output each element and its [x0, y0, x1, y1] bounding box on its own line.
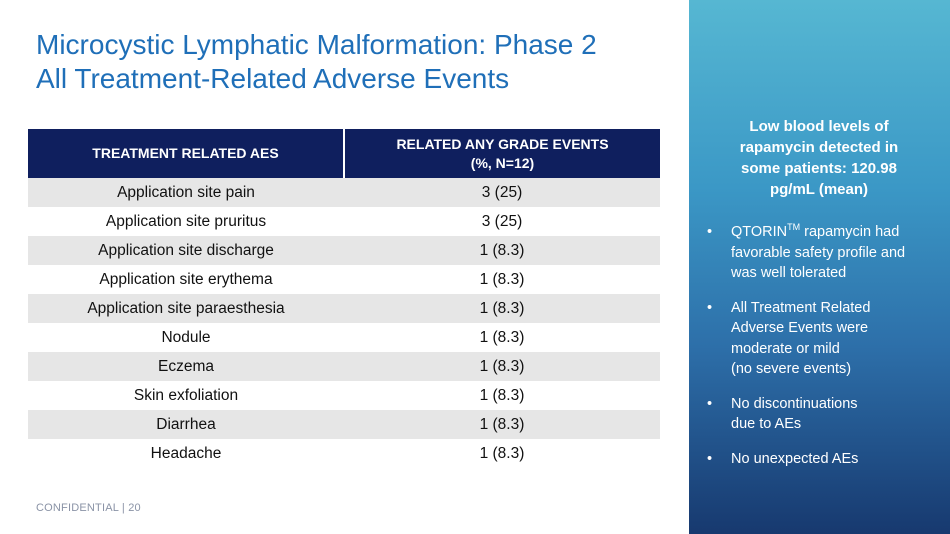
slide-title-line-2: All Treatment-Related Adverse Events	[36, 63, 510, 94]
slide-title-line-1: Microcystic Lymphatic Malformation: Phase 2	[36, 29, 597, 60]
panel-heading-line-1: Low blood levels of	[749, 118, 889, 135]
trademark-mark: TM	[787, 222, 801, 232]
event-name-cell: Application site pruritus	[105, 212, 267, 230]
header-related-any-grade-events	[344, 129, 660, 178]
table-row	[28, 178, 660, 207]
event-name-cell: Application site pain	[28, 178, 344, 207]
table-row	[28, 294, 660, 323]
header-col2-line-1: RELATED ANY GRADE EVENTS	[396, 135, 609, 152]
bullet-1-line-2: favorable safety profile and	[731, 244, 906, 261]
bullet-dot-icon: •	[707, 450, 713, 467]
bullet-2-line-4: (no severe events)	[731, 361, 852, 377]
slide-title	[36, 28, 676, 96]
event-value-cell: 1 (8.3)	[344, 352, 660, 381]
bullet-2-line-3: moderate or mild	[731, 340, 840, 357]
event-name-cell: Application site paraesthesia	[28, 294, 344, 323]
table-row	[28, 265, 660, 294]
bullet-list	[707, 222, 943, 483]
table-header-row	[28, 129, 660, 178]
bullet-item	[707, 449, 943, 470]
event-value-cell: 1 (8.3)	[479, 386, 525, 404]
panel-heading-line-2: rapamycin detected in	[739, 139, 899, 156]
event-name-cell: Application site erythema	[99, 270, 273, 288]
bullet-1-line-1-rest: rapamycin had	[800, 224, 900, 240]
event-value-cell: 1 (8.3)	[479, 270, 525, 288]
table-body	[28, 178, 660, 468]
table-row	[28, 323, 660, 352]
bullet-3-line-2: due to AEs	[731, 416, 802, 432]
panel-heading-line-3: some patients: 120.98	[741, 160, 897, 177]
bullet-item	[707, 298, 943, 380]
event-name-cell: Application site discharge	[28, 236, 344, 265]
bullet-2-line-1: All Treatment Related	[731, 299, 871, 316]
table-row	[28, 352, 660, 381]
event-value-cell: 3 (25)	[481, 212, 523, 230]
event-name-cell: Skin exfoliation	[133, 386, 239, 404]
bullet-dot-icon: •	[707, 224, 713, 240]
summary-panel	[689, 0, 950, 534]
bullet-1-line-1	[731, 222, 943, 243]
adverse-events-table	[28, 129, 660, 468]
table-row	[28, 236, 660, 265]
event-value-cell: 1 (8.3)	[344, 294, 660, 323]
event-name-cell: Headache	[150, 444, 222, 462]
header-treatment-related-aes: TREATMENT RELATED AES	[28, 129, 344, 178]
bullet-1-line-3: was well tolerated	[731, 265, 847, 281]
qtorin-brand: QTORIN	[731, 224, 788, 240]
table-row	[28, 207, 660, 236]
panel-heading	[711, 116, 927, 200]
bullet-3-line-1: No discontinuations	[731, 395, 858, 412]
table-row	[28, 439, 660, 468]
bullet-dot-icon: •	[707, 299, 713, 316]
panel-heading-line-4: pg/mL (mean)	[769, 181, 869, 198]
bullet-dot-icon: •	[707, 395, 713, 412]
bullet-item	[707, 394, 943, 435]
table-row	[28, 410, 660, 439]
event-value-cell: 1 (8.3)	[344, 410, 660, 439]
event-value-cell: 1 (8.3)	[344, 236, 660, 265]
event-value-cell: 3 (25)	[344, 178, 660, 207]
event-name-cell: Nodule	[161, 328, 211, 346]
confidential-footer: CONFIDENTIAL | 20	[36, 502, 141, 514]
event-value-cell: 1 (8.3)	[479, 444, 525, 462]
bullet-2-line-2: Adverse Events were	[731, 320, 869, 336]
event-name-cell: Eczema	[28, 352, 344, 381]
header-col2-line-2: (%, N=12)	[470, 154, 535, 171]
table-row	[28, 381, 660, 410]
bullet-item	[707, 222, 943, 284]
event-value-cell: 1 (8.3)	[479, 328, 525, 346]
bullet-4-line-1: No unexpected AEs	[731, 450, 859, 467]
event-name-cell: Diarrhea	[28, 410, 344, 439]
